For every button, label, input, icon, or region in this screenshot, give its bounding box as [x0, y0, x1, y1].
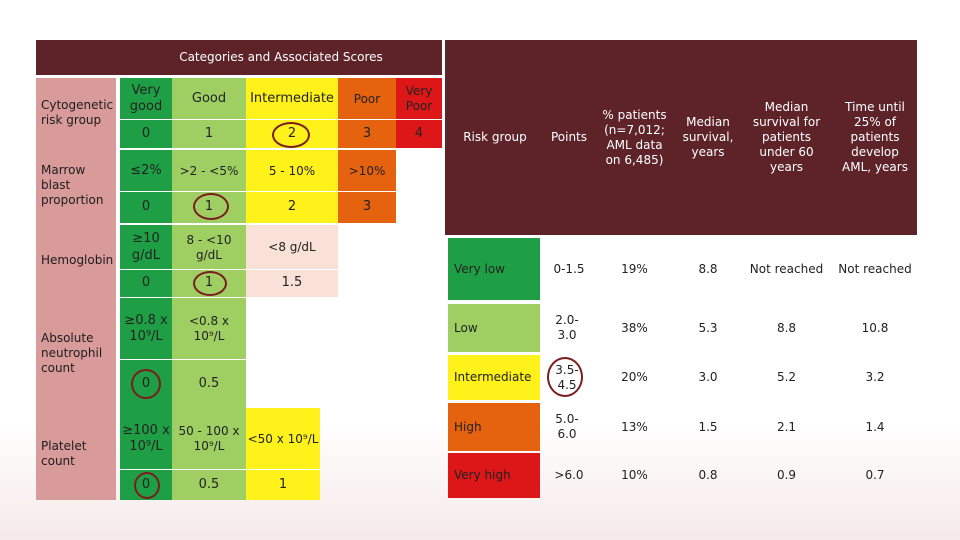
- aml25-very-low: Not reached: [838, 261, 912, 276]
- row-label-marrow-blast: Marrow blast proportion: [36, 148, 116, 223]
- col-header-risk-group: Risk group: [445, 40, 545, 235]
- median-very-low: 8.8: [698, 261, 718, 276]
- points-very-low: 0-1.5: [553, 261, 585, 276]
- cyto-pts-2: 2: [246, 120, 338, 148]
- plt-cat-lt50: <50 x 10⁹/L: [246, 408, 320, 470]
- cyto-pts-4: 4: [396, 120, 442, 148]
- cyto-cat-poor: Poor: [338, 78, 396, 120]
- row-label-platelet: Platelet count: [36, 408, 116, 500]
- median-very-high: 0.8: [698, 468, 718, 482]
- risk-group-low: Low: [448, 304, 540, 352]
- col-header-median-survival: Median survival, years: [676, 40, 740, 235]
- marrow-cat-2-5: >2 - <5%: [172, 150, 246, 192]
- plt-pts-1: 1: [246, 470, 320, 500]
- anc-pts-0-5: 0.5: [172, 360, 246, 408]
- pct-low: 38%: [621, 320, 648, 335]
- cyto-pts-1: 1: [172, 120, 246, 148]
- plt-cat-50-100: 50 - 100 x 10⁹/L: [172, 408, 246, 470]
- median-intermediate: 3.0: [698, 370, 718, 384]
- risk-group-very-high: Very high: [448, 453, 540, 498]
- marrow-cat-5-10: 5 - 10%: [246, 150, 338, 192]
- risk-group-intermediate: Intermediate: [448, 355, 540, 400]
- marrow-pts-0: 0: [120, 192, 172, 223]
- categories-header: Categories and Associated Scores: [120, 40, 442, 75]
- anc-cat-lt0-8: <0.8 x 10⁹/L: [172, 298, 246, 360]
- under60-high: 2.1: [776, 419, 797, 434]
- cyto-cat-very-poor: Very Poor: [396, 78, 442, 120]
- cyto-cat-very-good: Very good: [120, 78, 172, 120]
- anc-pts-0: 0: [120, 360, 172, 408]
- points-intermediate: 3.5-4.5: [555, 362, 579, 392]
- cyto-cat-good: Good: [172, 78, 246, 120]
- plt-cat-ge100: ≥100 x 10⁹/L: [120, 408, 172, 470]
- row-label-hemoglobin: Hemoglobin: [36, 223, 116, 298]
- under60-very-high: 0.9: [776, 468, 797, 482]
- marrow-pts-1: 1: [172, 192, 246, 223]
- cyto-cat-intermediate: Intermediate: [246, 78, 338, 120]
- pct-very-high: 10%: [621, 468, 648, 482]
- col-header-time-to-aml: Time until 25% of patients develop AML, years: [833, 40, 917, 235]
- col-header-pct-patients: % patients (n=7,012; AML data on 6,485): [593, 40, 676, 235]
- hgb-pts-0: 0: [120, 270, 172, 297]
- cyto-pts-3: 3: [338, 120, 396, 148]
- hgb-cat-8-10: 8 - <10 g/dL: [172, 225, 246, 270]
- hgb-pts-1-5: 1.5: [246, 270, 338, 297]
- col-header-points: Points: [545, 40, 593, 235]
- aml25-intermediate: 3.2: [865, 370, 885, 384]
- plt-pts-0: 0: [120, 470, 172, 500]
- marrow-cat-le2: ≤2%: [120, 150, 172, 192]
- aml25-low: 10.8: [861, 320, 889, 335]
- marrow-cat-gt10: >10%: [338, 150, 396, 192]
- marrow-pts-3: 3: [338, 192, 396, 223]
- anc-cat-ge0-8: ≥0.8 x 10⁹/L: [120, 298, 172, 360]
- hgb-cat-ge10: ≥10 g/dL: [120, 225, 172, 270]
- row-label-cytogenetic: Cytogenetic risk group: [36, 78, 116, 148]
- under60-low: 8.8: [776, 320, 797, 335]
- plt-pts-0-5: 0.5: [172, 470, 246, 500]
- row-label-anc: Absolute neutrophil count: [36, 298, 116, 408]
- under60-intermediate: 5.2: [776, 370, 797, 384]
- cyto-pts-0: 0: [120, 120, 172, 148]
- points-low: 2.0-3.0: [555, 313, 579, 342]
- col-header-median-under60: Median survival for patients under 60 years: [740, 40, 833, 235]
- marrow-pts-2: 2: [246, 192, 338, 223]
- risk-group-high: High: [448, 403, 540, 451]
- pct-intermediate: 20%: [621, 370, 648, 384]
- pct-high: 13%: [621, 419, 648, 434]
- points-very-high: >6.0: [554, 468, 584, 482]
- risk-group-very-low: Very low: [448, 238, 540, 300]
- aml25-very-high: 0.7: [865, 468, 885, 482]
- pct-very-low: 19%: [621, 261, 648, 276]
- header-corner: [36, 40, 120, 75]
- aml25-high: 1.4: [865, 419, 885, 434]
- hgb-cat-lt8: <8 g/dL: [246, 225, 338, 270]
- hgb-pts-1: 1: [172, 270, 246, 297]
- points-high: 5.0-6.0: [555, 412, 579, 441]
- median-low: 5.3: [698, 320, 718, 335]
- median-high: 1.5: [698, 419, 718, 434]
- under60-very-low: Not reached: [749, 261, 824, 276]
